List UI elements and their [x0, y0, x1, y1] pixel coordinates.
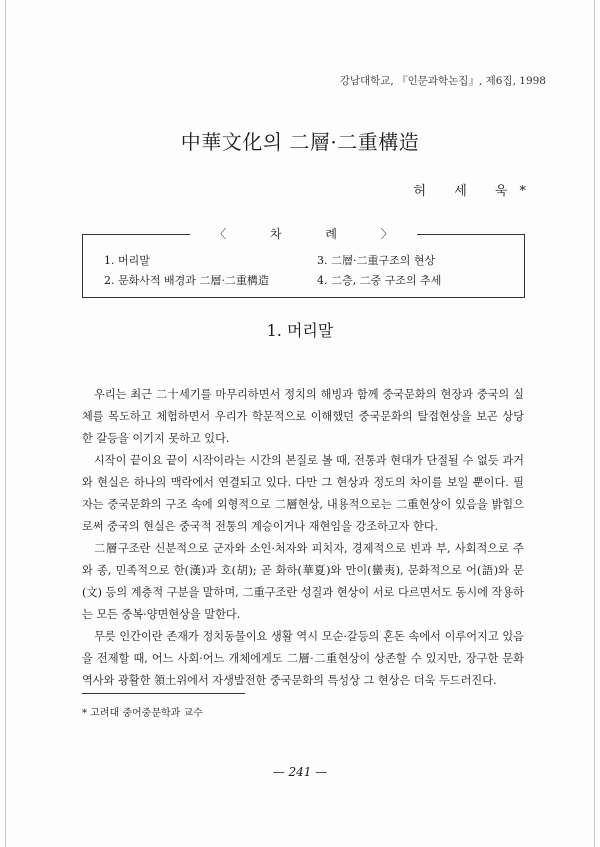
table-of-contents: [82, 227, 525, 298]
toc-item-1: 1. 머리말: [104, 254, 150, 267]
paper-title: 中華文化의 二層·二重構造: [180, 130, 420, 154]
toc-label: 〈 차 례 〉: [83, 224, 524, 244]
toc-item-2: 2. 문화사적 배경과 二層·二重構造: [104, 274, 269, 287]
body-text: [82, 384, 524, 692]
section-heading: 1. 머리말: [266, 321, 334, 340]
toc-item-4: 4. 二층, 二중 구조의 추세: [317, 274, 442, 287]
page-number: — 241 —: [272, 765, 328, 779]
footnote: * 고려대 중어중문학과 교수: [82, 708, 203, 719]
journal-citation: 강남대학교, 『인문과학논집』, 제6집, 1998: [339, 75, 546, 87]
paragraph: 시작이 끝이요 끝이 시작이라는 시간의 본질로 볼 때, 전통과 현대가 단절될 수 없듯 과거와 현실은 하나의 맥락에서 연결되고 있다. 다만 그 현상과 정도의 차이를 보일 뿐이다. 필자는 중국문화의 구조 속에 외형적으로 二層현상, 내용적으로는 二重현상이 있음을 밝힘으로써 중국의 현실은 중국적 전통의 계승이거나 재현임을 강조하고자 한다.: [82, 454, 524, 533]
footnote-divider: [82, 693, 245, 694]
paragraph: 二層구조란 신분적으로 군자와 소인·처자와 피치자, 경제적으로 빈과 부, 사회적으로 주와 종, 민족적으로 한(漢)과 호(胡); 곧 화하(華夏)와 만이(蠻夷), 문화적으로 어(語)와 문(文) 등의 계층적 구분을 말하며, 二重구조란 성질과 현상이 서로 다르면서도 동시에 작용하는 모든 중복·양면현상을 말한다.: [82, 542, 524, 621]
paragraph: 우리는 최근 二十세기를 마무리하면서 정치의 해빙과 함께 중국문화의 현장과 중국의 실체를 목도하고 체험하면서 우리가 학문적으로 이해했던 중국문화의 탈접현상을 보곤 상당한 갈등을 이기지 못하고 있다.: [82, 388, 524, 445]
author-name: 허 세 욱*: [413, 184, 538, 199]
paragraph: 무릇 인간이란 존재가 정치동물이요 생활 역시 모순·갈등의 혼돈 속에서 이루어지고 있음을 전제할 때, 어느 사회·어느 개체에게도 二層·二重현상이 상존할 수 있지만, 장구한 문화 역사와 광활한 領土위에서 자생발전한 중국문화의 특성상 그 현상은 더욱 두드러진다.: [82, 630, 524, 687]
toc-item-3: 3. 二層·二重구조의 현상: [317, 254, 436, 267]
